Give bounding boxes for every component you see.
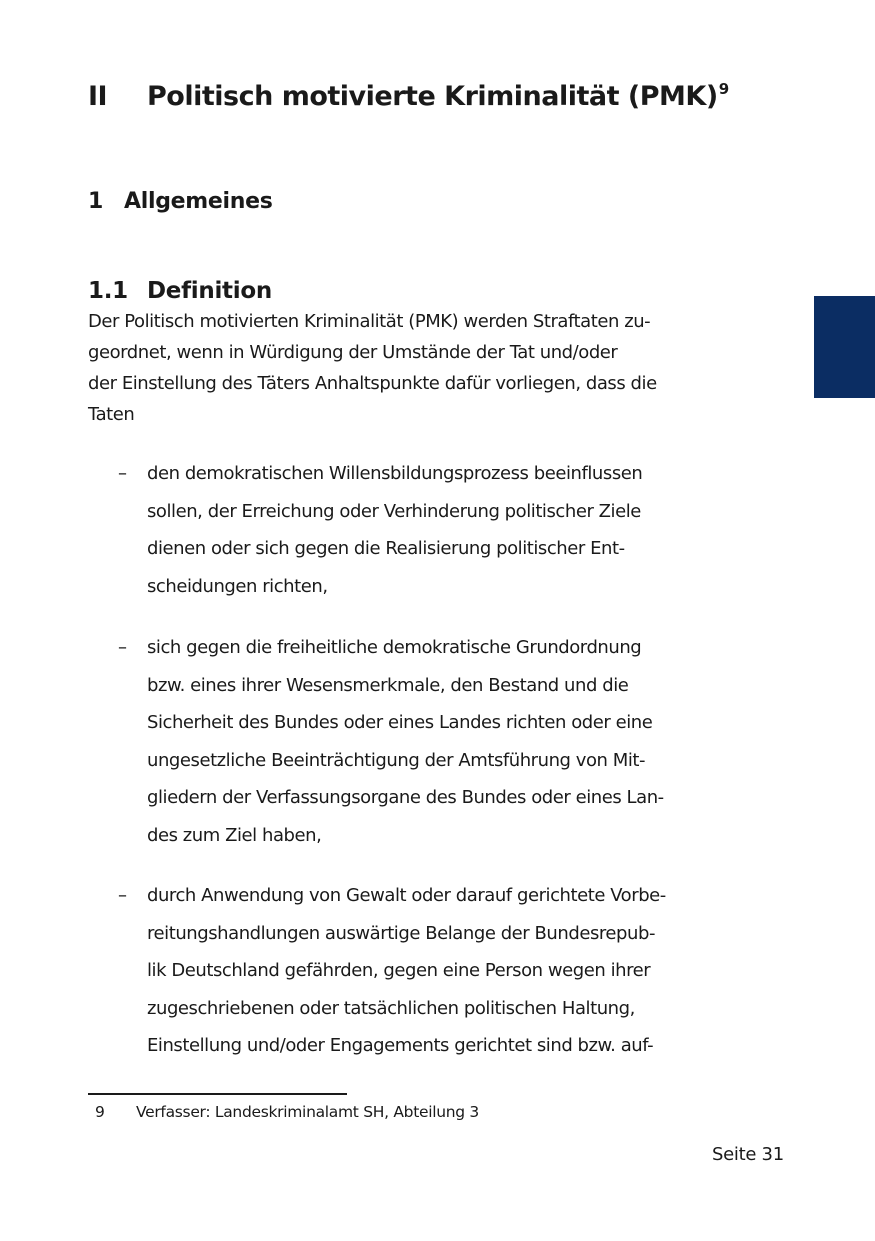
list-item-line: durch Anwendung von Gewalt oder darauf gerichtete Vorbe- xyxy=(147,885,666,906)
paragraph-line: Der Politisch motivierten Kriminalität (PMK) werden Straftaten zu- xyxy=(88,311,651,332)
chapter-title: Politisch motivierte Kriminalität (PMK) xyxy=(147,81,718,113)
list-item-line: lik Deutschland gefährden, gegen eine Person wegen ihrer xyxy=(147,960,651,981)
footnote-divider xyxy=(88,1093,347,1095)
list-item-line: sollen, der Erreichung oder Verhinderung politischer Ziele xyxy=(147,500,641,522)
chapter-number: II xyxy=(88,81,108,113)
list-item-line: dienen oder sich gegen die Realisierung politischer Ent- xyxy=(147,538,625,559)
list-item-line: den demokratischen Willensbildungsprozess beeinflussen xyxy=(147,463,643,484)
list-item-line: sich gegen die freiheitliche demokratische Grundordnung xyxy=(147,637,642,658)
footnote-number: 9 xyxy=(95,1103,105,1121)
chapter-heading xyxy=(88,80,729,112)
list-item xyxy=(118,877,738,1065)
list-item-line: ungesetzliche Beeinträchtigung der Amtsführung von Mit- xyxy=(147,749,646,771)
list-item xyxy=(118,455,738,605)
list-item xyxy=(118,629,738,854)
footnote-text: Verfasser: Landeskriminalamt SH, Abteilung 3 xyxy=(136,1103,479,1121)
list-item-line: Sicherheit des Bundes oder eines Landes richten oder eine xyxy=(147,712,653,733)
list-item-text xyxy=(147,455,738,605)
chapter-side-tab xyxy=(814,296,875,398)
subsection-heading xyxy=(88,278,272,304)
paragraph-line: Taten xyxy=(88,404,135,425)
paragraph-line: geordnet, wenn in Würdigung der Umstände der Tat und/oder xyxy=(88,342,618,363)
footnote xyxy=(95,1103,479,1121)
list-item-line: zugeschriebenen oder tatsächlichen politischen Haltung, xyxy=(147,997,635,1019)
intro-paragraph xyxy=(88,306,657,430)
list-item-line: scheidungen richten, xyxy=(147,575,328,597)
footnote-reference[interactable]: 9 xyxy=(718,80,729,99)
bullet-dash: – xyxy=(118,463,127,484)
section-number: 1 xyxy=(88,189,104,215)
bullet-dash: – xyxy=(118,637,127,658)
list-item-line: bzw. eines ihrer Wesensmerkmale, den Bestand und die xyxy=(147,674,629,696)
subsection-number: 1.1 xyxy=(88,278,128,304)
list-item-line: gliedern der Verfassungsorgane des Bundes oder eines Lan- xyxy=(147,787,664,808)
list-item-line: reitungshandlungen auswärtige Belange der Bundesrepub- xyxy=(147,922,656,944)
section-title: Allgemeines xyxy=(124,189,273,215)
page-number: Seite 31 xyxy=(712,1144,784,1165)
list-item-text xyxy=(147,629,738,854)
list-item-text xyxy=(147,877,738,1065)
section-heading xyxy=(88,189,273,214)
subsection-title: Definition xyxy=(147,278,272,304)
list-item-line: des zum Ziel haben, xyxy=(147,824,322,846)
paragraph-line: der Einstellung des Täters Anhaltspunkte dafür vorliegen, dass die xyxy=(88,373,657,394)
bullet-dash: – xyxy=(118,885,127,906)
list-item-line: Einstellung und/oder Engagements gerichtet sind bzw. auf- xyxy=(147,1035,654,1056)
